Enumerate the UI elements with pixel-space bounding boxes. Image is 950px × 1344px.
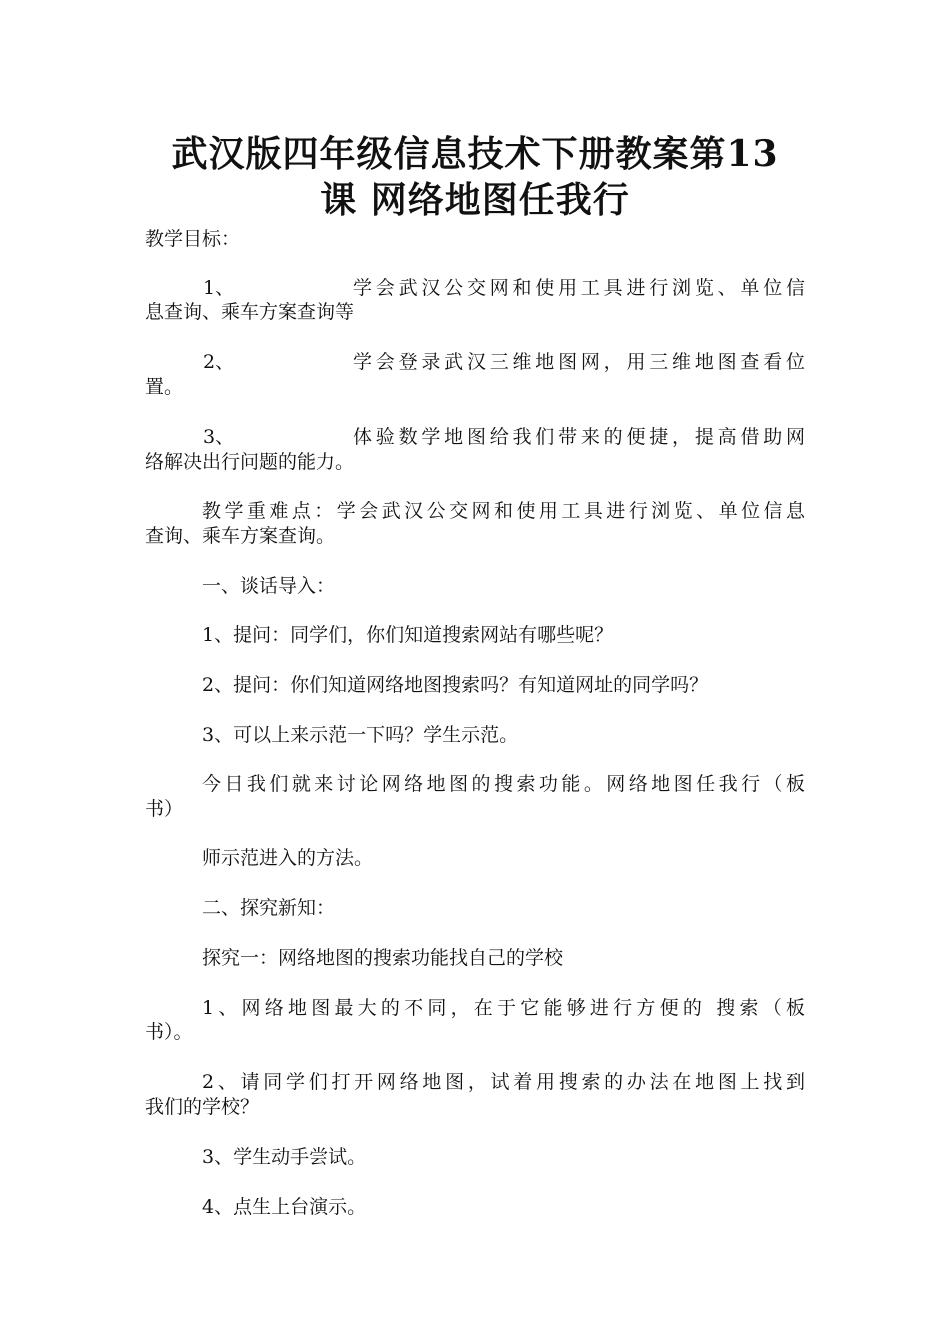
objective-number: 3、	[203, 426, 235, 448]
intro-item-2: 2、提问：你们知道网络地图搜索吗？有知道网址的同学吗？	[202, 674, 709, 696]
doc-title-line2: 课 网络地图任我行	[320, 179, 630, 221]
objectives-heading: 教学目标：	[145, 228, 241, 250]
key-points-line2: 查询、乘车方案查询。	[145, 525, 336, 547]
explore1-heading: 探究一：网络地图的搜索功能找自己的学校	[202, 947, 564, 969]
today-topic-line1: 今日我们就来讨论网络地图的搜索功能。网络地图任我行（板	[202, 773, 805, 795]
objective-item-3	[145, 425, 805, 450]
objective-item-2-cont: 置。	[145, 376, 184, 398]
today-topic-line2: 书）	[145, 798, 184, 820]
section1-heading: 一、谈话导入：	[202, 575, 336, 597]
explore-item-2-line1: 2、请同学们打开网络地图，试着用搜索的办法在地图上找到	[202, 1071, 805, 1093]
objective-text: 体验数学地图给我们带来的便捷，提高借助网	[353, 426, 805, 448]
explore-item-1-line2: 书）。	[145, 1021, 193, 1043]
teacher-demo: 师示范进入的方法。	[202, 847, 374, 869]
explore-item-1-line1: 1、网络地图最大的不同，在于它能够进行方便的 搜索（板	[202, 997, 805, 1019]
objective-number: 1、	[203, 277, 235, 299]
doc-title-line1: 武汉版四年级信息技术下册教案第13	[171, 133, 779, 175]
objective-text: 学会登录武汉三维地图网，用三维地图查看位	[353, 351, 805, 373]
objective-text: 学会武汉公交网和使用工具进行浏览、单位信	[353, 277, 805, 299]
section2-heading: 二、探究新知：	[202, 897, 336, 919]
objective-item-3-cont: 络解决出行问题的能力。	[145, 451, 355, 473]
explore-item-3: 3、学生动手尝试。	[202, 1146, 367, 1168]
intro-item-1: 1、提问：同学们，你们知道搜索网站有哪些呢？	[202, 624, 614, 646]
objective-item-2	[145, 350, 805, 375]
objective-item-1	[145, 276, 805, 301]
objective-number: 2、	[203, 351, 235, 373]
explore-item-4: 4、点生上台演示。	[202, 1196, 367, 1218]
objective-item-1-cont: 息查询、乘车方案查询等	[145, 301, 355, 323]
key-points-line1: 教学重难点：学会武汉公交网和使用工具进行浏览、单位信息	[202, 500, 805, 522]
explore-item-2-line2: 我们的学校？	[145, 1096, 260, 1118]
intro-item-3: 3、可以上来示范一下吗？学生示范。	[202, 724, 519, 746]
